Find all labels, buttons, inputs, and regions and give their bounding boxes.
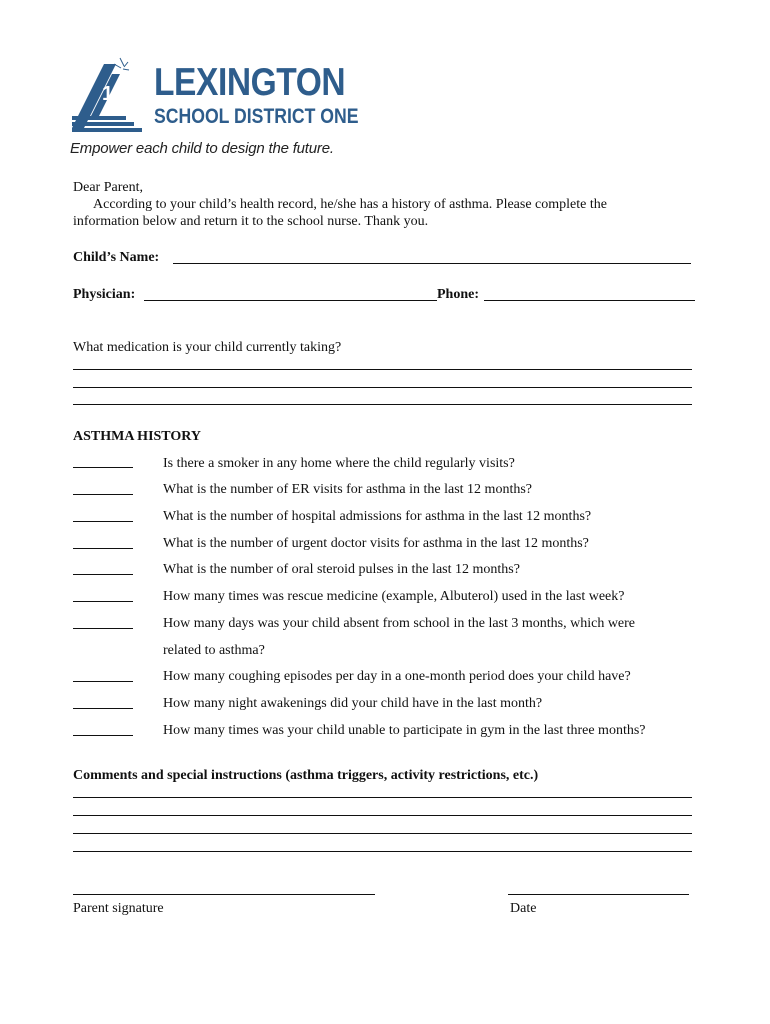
history-question: How many days was your child absent from school in the last 3 months, which were [163, 616, 636, 631]
medication-question: What medication is your child currently taking? [73, 340, 342, 355]
answer-blank[interactable] [73, 601, 133, 602]
history-question: What is the number of urgent doctor visits for asthma in the last 12 months? [163, 536, 589, 551]
answer-blank[interactable] [73, 735, 133, 736]
physician-field[interactable] [144, 300, 437, 301]
comments-line[interactable] [73, 833, 692, 834]
logo-subname: SCHOOL DISTRICT ONE [154, 105, 359, 128]
date-line[interactable] [508, 894, 689, 895]
history-question: How many times was rescue medicine (example, Albuterol) used in the last week? [163, 589, 625, 604]
answer-blank[interactable] [73, 521, 133, 522]
asthma-history-heading: ASTHMA HISTORY [73, 429, 202, 444]
answer-blank[interactable] [73, 467, 133, 468]
greeting: Dear Parent, [73, 180, 143, 195]
history-question-continued: related to asthma? [163, 643, 265, 658]
history-question: How many times was your child unable to participate in gym in the last three months? [163, 723, 646, 738]
letter-body-line2: information below and return it to the school nurse. Thank you. [73, 214, 429, 229]
letter-body-line1: According to your child’s health record, he/she has a history of asthma. Please complete the [93, 197, 607, 212]
comments-line[interactable] [73, 851, 692, 852]
parent-signature-label: Parent signature [73, 901, 164, 916]
physician-label: Physician: [73, 287, 136, 302]
parent-signature-line[interactable] [73, 894, 375, 895]
answer-blank[interactable] [73, 494, 133, 495]
child-name-label: Child’s Name: [73, 250, 160, 265]
logo-name: LEXINGTON [154, 61, 346, 104]
medication-line[interactable] [73, 404, 692, 405]
answer-blank[interactable] [73, 708, 133, 709]
comments-line[interactable] [73, 797, 692, 798]
history-question: Is there a smoker in any home where the child regularly visits? [163, 456, 515, 471]
comments-line[interactable] [73, 815, 692, 816]
answer-blank[interactable] [73, 628, 133, 629]
district-emblem-icon [68, 56, 154, 136]
district-logo [68, 56, 358, 160]
comments-heading: Comments and special instructions (asthma triggers, activity restrictions, etc.) [73, 768, 539, 783]
history-question: How many night awakenings did your child have in the last month? [163, 696, 543, 711]
answer-blank[interactable] [73, 681, 133, 682]
logo-tagline: Empower each child to design the future. [70, 140, 334, 157]
history-question: What is the number of hospital admissions for asthma in the last 12 months? [163, 509, 592, 524]
answer-blank[interactable] [73, 574, 133, 575]
history-question: What is the number of ER visits for asthma in the last 12 months? [163, 482, 532, 497]
date-label: Date [510, 901, 537, 916]
history-question: What is the number of oral steroid pulses in the last 12 months? [163, 562, 520, 577]
phone-label: Phone: [437, 287, 479, 302]
history-question: How many coughing episodes per day in a one-month period does your child have? [163, 669, 631, 684]
phone-field[interactable] [484, 300, 695, 301]
svg-text:1: 1 [102, 83, 114, 105]
answer-blank[interactable] [73, 548, 133, 549]
medication-line[interactable] [73, 387, 692, 388]
child-name-field[interactable] [173, 263, 691, 264]
medication-line[interactable] [73, 369, 692, 370]
